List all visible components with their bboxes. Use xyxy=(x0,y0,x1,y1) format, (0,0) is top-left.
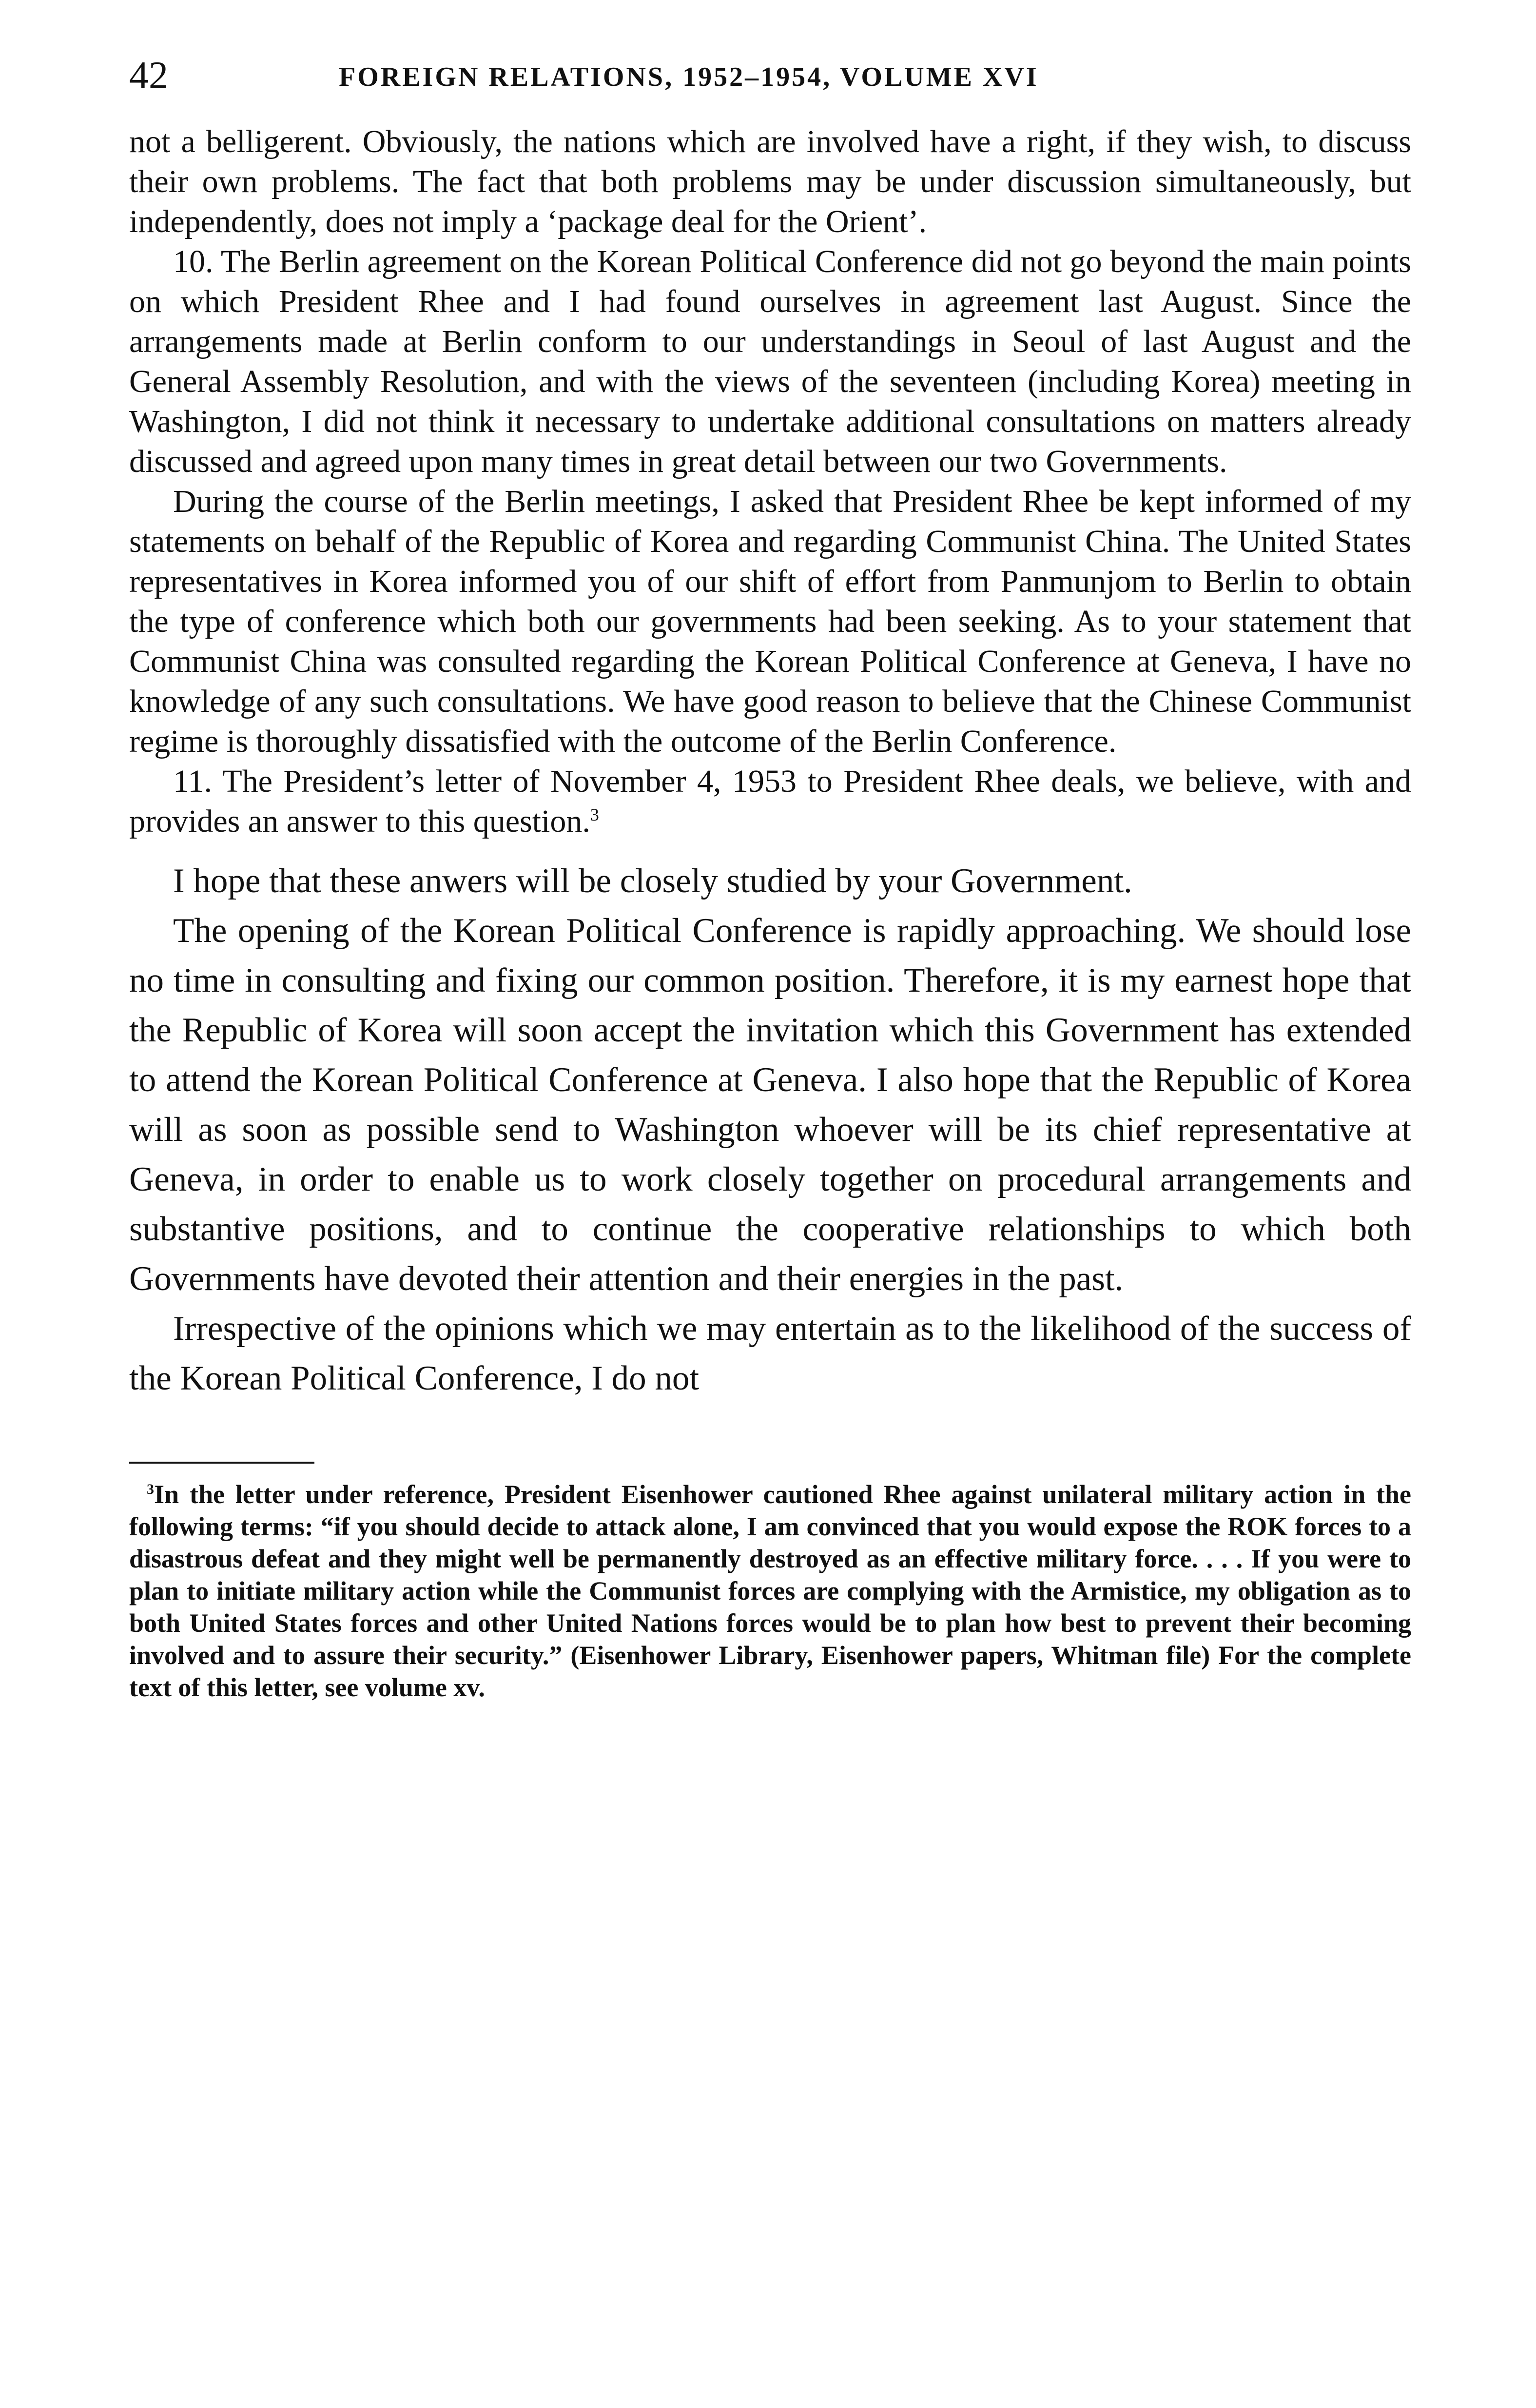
paragraph-irrespective: Irrespective of the opinions which we may entertain as to the likelihood of the success of the Korean Political Conference, I do not xyxy=(129,1310,1411,1397)
document-page xyxy=(129,49,1411,1703)
footnote-divider xyxy=(129,1462,314,1464)
letter-body xyxy=(129,856,1411,1403)
paragraph-item-11 xyxy=(129,762,1411,842)
paragraph-berlin-meetings: During the course of the Berlin meetings, I asked that President Rhee be kept informed of my statements on behalf of the Republic of Korea and regarding Communist China. The United States representatives in Korea informed you of our shift of effort from Panmunjom to Berlin to obtain the type of conference which both our governments had been seeking. As to your statement that Communist China was consulted regarding the Korean Political Conference at Geneva, I have no knowledge of any such consultations. We have good reason to believe that the Chinese Communist regime is thoroughly dissatisfied with the outcome of the Berlin Conference. xyxy=(129,484,1411,759)
item-11-text: 11. The President’s letter of November 4, 1953 to President Rhee deals, we believe, with and provides an answer to this question. xyxy=(129,764,1411,839)
footnote-text: In the letter under reference, President Eisenhower cautioned Rhee against unilateral military action in the following terms: “if you should decide to attack alone, I am convinced that you would expose the ROK forces to a disastrous defeat and they might well be permanently destroyed as an effective military force. . . . If you were to plan to initiate military action while the Communist forces are complying with the Armistice, my obligation as to both United States forces and other United Nations forces would be to plan how best to prevent their becoming involved and to assure their security.” (Eisenhower Library, Eisenhower papers, Whitman file) For the complete text of this letter, see volume xv. xyxy=(129,1480,1411,1702)
paragraph-hope-studied: I hope that these anwers will be closely studied by your Government. xyxy=(173,862,1132,900)
running-head xyxy=(129,49,1411,112)
footnote-reference: 3 xyxy=(590,805,599,824)
paragraph-continuation: not a belligerent. Obviously, the nations which are involved have a right, if they wish, to discuss their own problems. The fact that both problems may be under discussion simultaneously, but independently, does not imply a ‘package deal for the Orient’. xyxy=(129,124,1411,239)
numbered-answers xyxy=(129,122,1411,842)
page-number: 42 xyxy=(129,54,168,97)
paragraph-item-10: 10. The Berlin agreement on the Korean Political Conference did not go beyond the main points on which President Rhee and I had found ourselves in agreement last August. Since the arrangements made at Berlin conform to our understandings in Seoul of last August and the General Assembly Resolution, and with the views of the seventeen (including Korea) meeting in Washington, I did not think it necessary to undertake additional consultations on matters already discussed and agreed upon many times in great detail between our two Governments. xyxy=(129,244,1411,479)
paragraph-opening-conference: The opening of the Korean Political Conference is rapidly approaching. We should lose no time in consulting and fixing our common position. Therefore, it is my earnest hope that the Republic of Korea will soon accept the invitation which this Government has extended to attend the Korean Political Conference at Geneva. I also hope that the Republic of Korea will as soon as possible send to Washington whoever will be its chief representative at Geneva, in order to enable us to work closely together on procedural arrangements and substantive positions, and to continue the cooperative relationships to which both Governments have devoted their attention and their energies in the past. xyxy=(129,912,1411,1298)
footnote-mark: 3 xyxy=(147,1481,154,1497)
header-title: FOREIGN RELATIONS, 1952–1954, VOLUME XVI xyxy=(339,62,1039,92)
footnote-3 xyxy=(129,1478,1411,1703)
